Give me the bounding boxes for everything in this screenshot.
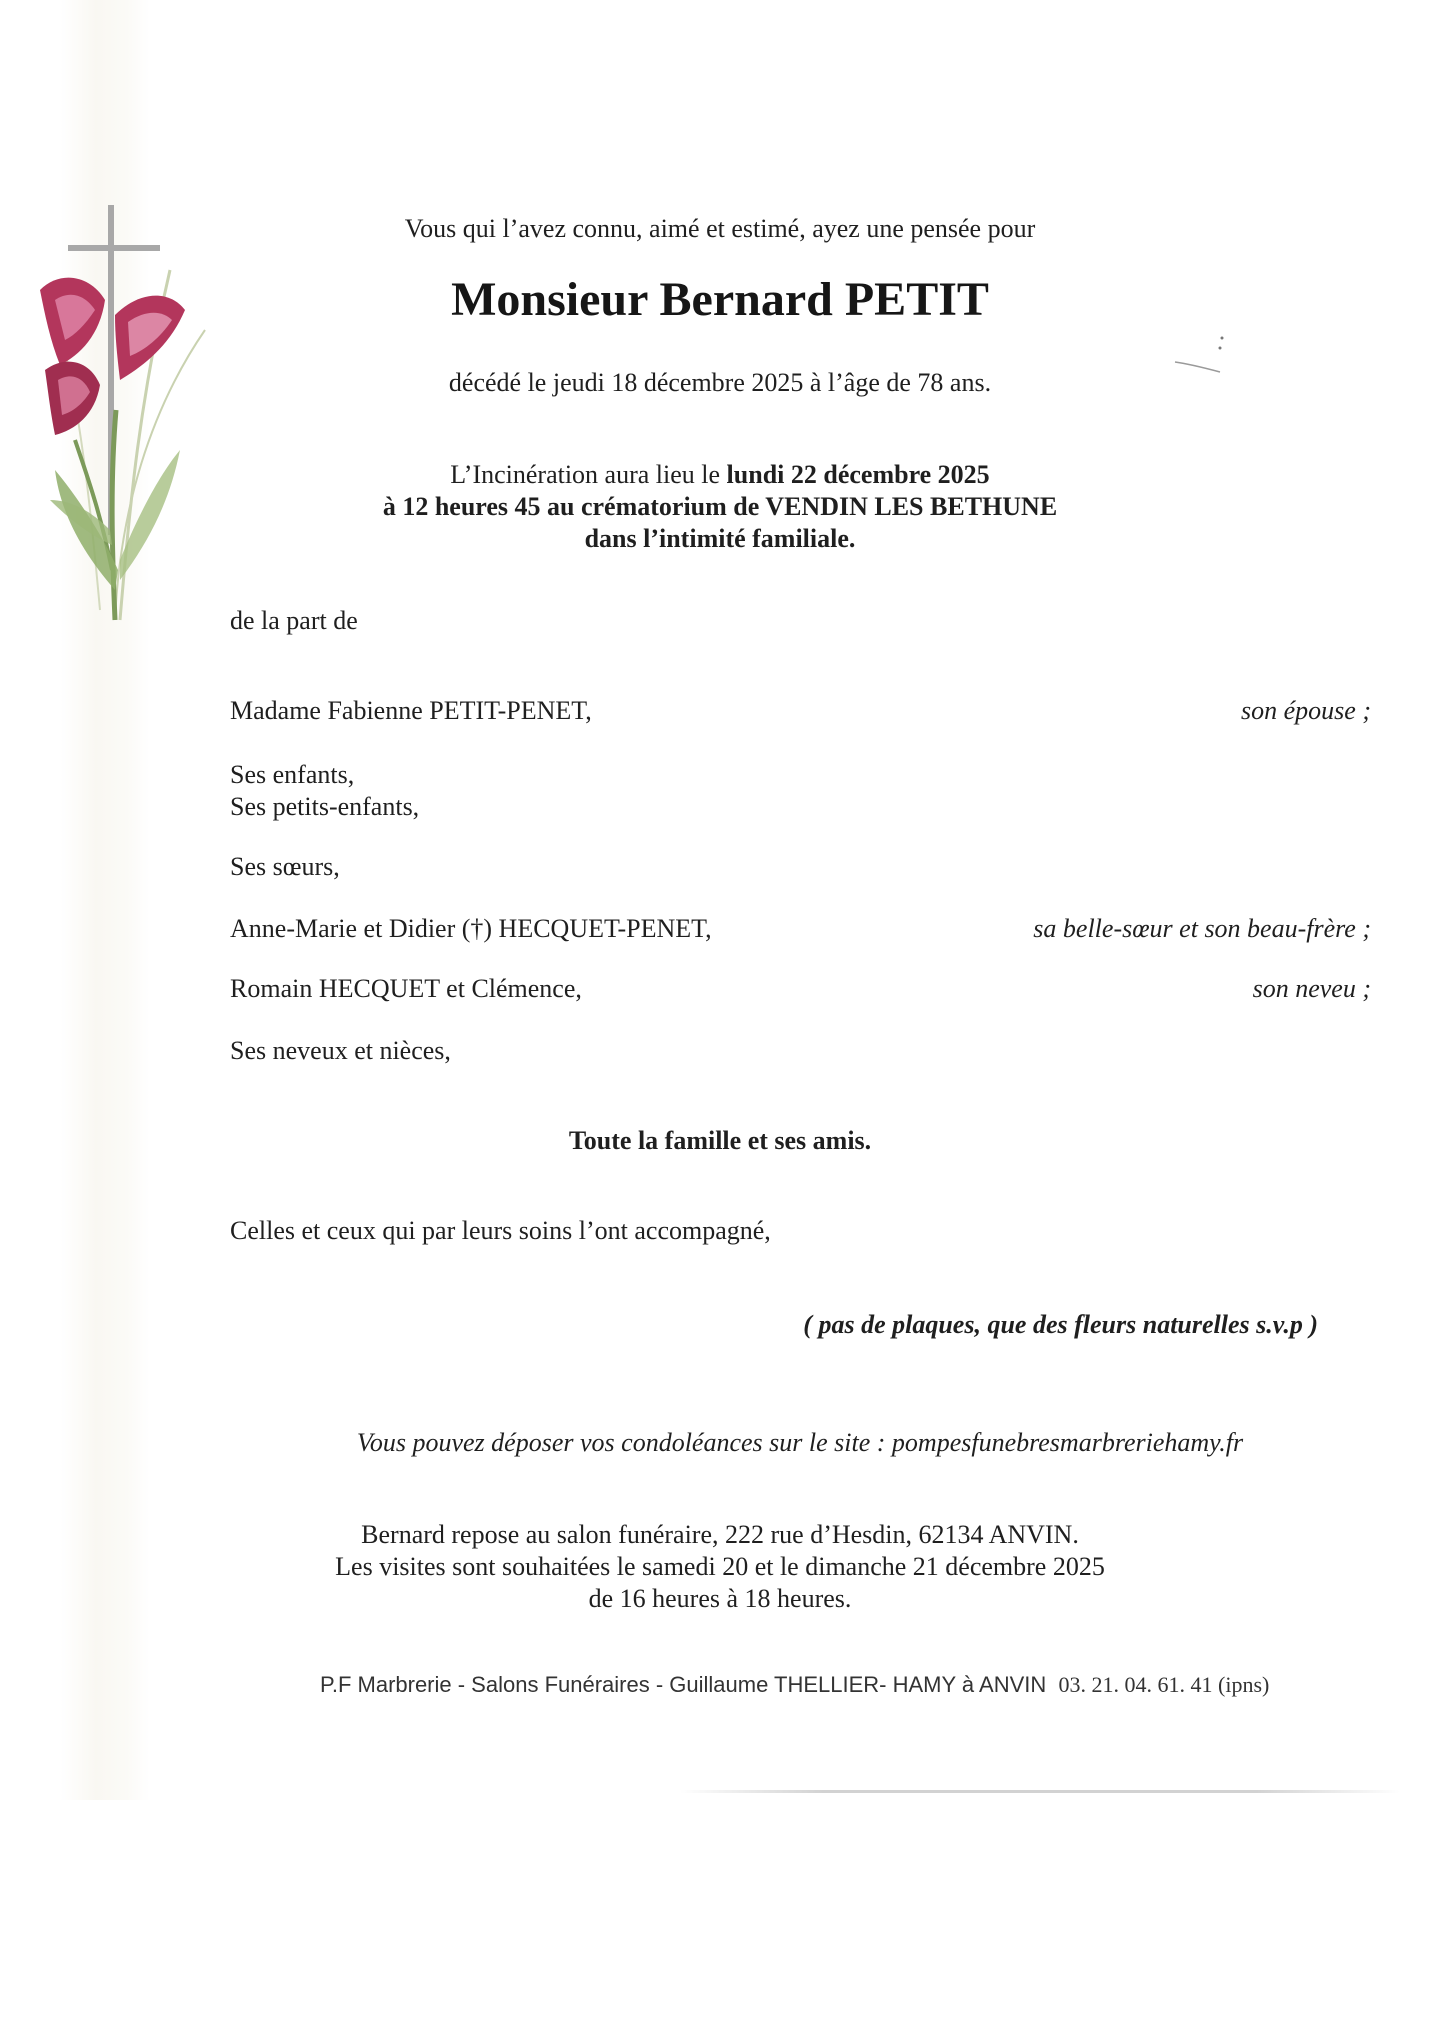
cross-and-calla-lilies-illustration bbox=[20, 150, 220, 630]
family-member-name: Ses sœurs, bbox=[230, 852, 340, 881]
family-member-name: Anne-Marie et Didier (†) HECQUET-PENET, bbox=[230, 914, 712, 943]
funeral-home-name: P.F Marbrerie - Salons Funéraires - Guillaume THELLIER- HAMY à ANVIN bbox=[320, 1672, 1047, 1697]
funeral-home-footer bbox=[320, 1672, 1269, 1698]
scan-shadow-line bbox=[680, 1790, 1400, 1793]
family-member-relation: son épouse ; bbox=[1241, 696, 1371, 725]
all-family-line: Toute la famille et ses amis. bbox=[568, 1126, 872, 1155]
condolences-line: Vous pouvez déposer vos condoléances sur le site : pompesfunebresmarbreriehamy.fr bbox=[356, 1428, 1244, 1457]
funeral-home-phone: 03. 21. 04. 61. 41 (ipns) bbox=[1058, 1672, 1270, 1697]
family-member-relation: son neveu ; bbox=[1252, 974, 1371, 1003]
ceremony-line-3: dans l’intimité familiale. bbox=[584, 524, 856, 553]
family-member-name: Ses enfants, bbox=[230, 760, 355, 789]
death-date-line: décédé le jeudi 18 décembre 2025 à l’âge de 78 ans. bbox=[448, 368, 992, 397]
ceremony-line-2: à 12 heures 45 au crématorium de VENDIN LES BETHUNE bbox=[382, 492, 1058, 521]
family-member-relation: sa belle-sœur et son beau-frère ; bbox=[1033, 914, 1371, 943]
ceremony-line-1 bbox=[300, 460, 1140, 490]
ceremony-date: lundi 22 décembre 2025 bbox=[726, 460, 990, 489]
family-member-name: Ses neveux et nièces, bbox=[230, 1036, 451, 1065]
carers-line: Celles et ceux qui par leurs soins l’ont accompagné, bbox=[230, 1216, 771, 1245]
no-plaques-note: ( pas de plaques, que des fleurs naturelles s.v.p ) bbox=[803, 1310, 1318, 1339]
visitation-line-1: Bernard repose au salon funéraire, 222 rue d’Hesdin, 62134 ANVIN. bbox=[361, 1520, 1079, 1549]
cross-horizontal bbox=[68, 245, 160, 251]
visitation-line-2: Les visites sont souhaitées le samedi 20 et le dimanche 21 décembre 2025 bbox=[335, 1552, 1105, 1581]
ceremony-prefix: L’Incinération aura lieu le bbox=[450, 460, 727, 489]
visitation-line-3: de 16 heures à 18 heures. bbox=[588, 1584, 852, 1613]
scan-mark bbox=[1170, 330, 1230, 390]
deceased-name: Monsieur Bernard PETIT bbox=[451, 273, 989, 326]
family-member-name: Ses petits-enfants, bbox=[230, 792, 420, 821]
intro-line: Vous qui l’avez connu, aimé et estimé, ayez une pensée pour bbox=[404, 214, 1036, 243]
family-member-name: Romain HECQUET et Clémence, bbox=[230, 974, 582, 1003]
family-member-name: Madame Fabienne PETIT-PENET, bbox=[230, 696, 592, 725]
from-label: de la part de bbox=[230, 606, 358, 635]
